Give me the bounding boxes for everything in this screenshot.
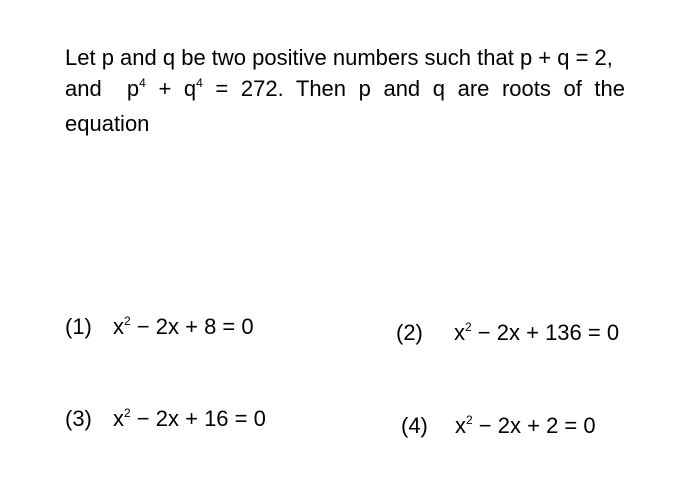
math-exponent-p: 4 — [139, 76, 146, 90]
equation-base: x — [113, 314, 124, 339]
option-equation — [455, 413, 596, 442]
question-line-1: Let p and q be two positive numbers such that p + q = 2, — [65, 45, 613, 70]
option-3[interactable] — [65, 406, 266, 435]
option-equation — [113, 314, 254, 343]
question-text — [65, 42, 625, 139]
math-p: p — [126, 76, 140, 101]
equation-exponent: 2 — [466, 413, 473, 427]
math-exponent-q: 4 — [196, 76, 203, 90]
option-4[interactable] — [401, 413, 596, 442]
option-number: (4) — [401, 413, 428, 438]
question-line-2 — [65, 73, 625, 108]
option-equation — [113, 406, 266, 435]
question-line-3: equation — [65, 111, 150, 136]
option-number: (1) — [65, 314, 92, 339]
equation-exponent: 2 — [124, 314, 131, 328]
question-line-2-prefix: and — [65, 76, 102, 101]
equation-base: x — [455, 413, 466, 438]
math-equals-272: = 272 — [202, 76, 278, 101]
math-plus-q: + q — [145, 76, 197, 101]
equation-exponent: 2 — [465, 320, 472, 334]
option-number: (3) — [65, 406, 92, 431]
question-equation — [127, 76, 278, 101]
equation-rest: − 2x + 2 = 0 — [472, 413, 596, 438]
equation-base: x — [113, 406, 124, 431]
equation-rest: − 2x + 8 = 0 — [130, 314, 254, 339]
equation-base: x — [454, 320, 465, 345]
option-2[interactable] — [396, 320, 619, 349]
question-line-2-suffix: . Then p and q are roots of the — [277, 76, 626, 101]
option-equation — [454, 320, 619, 349]
option-number: (2) — [396, 320, 423, 345]
equation-rest: − 2x + 16 = 0 — [130, 406, 266, 431]
equation-rest: − 2x + 136 = 0 — [471, 320, 620, 345]
equation-exponent: 2 — [124, 406, 131, 420]
option-1[interactable] — [65, 314, 254, 343]
